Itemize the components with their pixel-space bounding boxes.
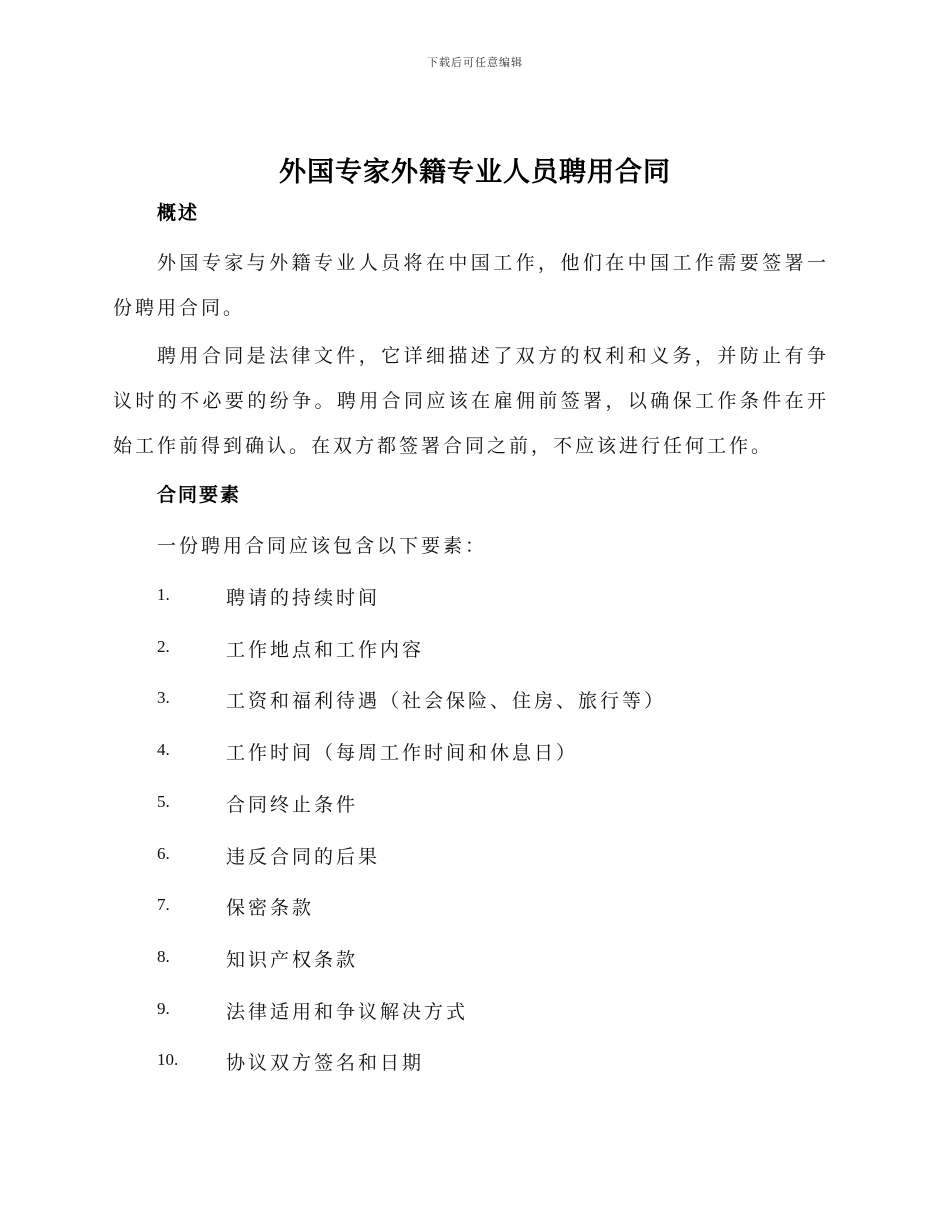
list-item-text: 协议双方签名和日期 bbox=[226, 1052, 425, 1074]
section-heading-overview: 概述 bbox=[157, 202, 200, 224]
list-item-number: 7. bbox=[157, 895, 170, 914]
list-item-number: 1. bbox=[157, 585, 170, 604]
list-item-text: 聘请的持续时间 bbox=[226, 587, 381, 609]
list-item-text: 保密条款 bbox=[226, 897, 315, 919]
list-item-text: 知识产权条款 bbox=[226, 949, 359, 971]
list-item-text: 违反合同的后果 bbox=[226, 846, 381, 868]
list-item-number: 5. bbox=[157, 792, 170, 811]
list-item-number: 3. bbox=[157, 688, 170, 707]
list-intro: 一份聘用合同应该包含以下要素： bbox=[157, 535, 488, 557]
list-item-text: 工作地点和工作内容 bbox=[226, 639, 425, 661]
list-item-text: 法律适用和争议解决方式 bbox=[226, 1001, 469, 1023]
section-heading-contract-elements: 合同要素 bbox=[157, 484, 242, 506]
document-title: 外国专家外籍专业人员聘用合同 bbox=[279, 157, 671, 188]
list-item-text: 工作时间（每周工作时间和休息日） bbox=[226, 742, 579, 764]
paragraph: 聘用合同是法律文件，它详细描述了双方的权利和义务，并防止有争议时的不必要的纷争。聘用合同应该在雇佣前签署，以确保工作条件在开始工作前得到确认。在双方都签署合同之前，不应该进行任何工作。 bbox=[113, 345, 829, 457]
page-header-note: 下载后可任意编辑 bbox=[427, 56, 523, 69]
list-item-number: 4. bbox=[157, 740, 170, 759]
paragraph: 外国专家与外籍专业人员将在中国工作，他们在中国工作需要签署一份聘用合同。 bbox=[113, 252, 829, 319]
list-item-text: 合同终止条件 bbox=[226, 794, 359, 816]
list-item-number: 2. bbox=[157, 637, 170, 656]
list-item-number: 6. bbox=[157, 844, 170, 863]
list-item-text: 工资和福利待遇（社会保险、住房、旅行等） bbox=[226, 690, 667, 712]
list-item-number: 8. bbox=[157, 947, 170, 966]
list-item-number: 10. bbox=[157, 1050, 179, 1069]
list-item-number: 9. bbox=[157, 999, 170, 1018]
